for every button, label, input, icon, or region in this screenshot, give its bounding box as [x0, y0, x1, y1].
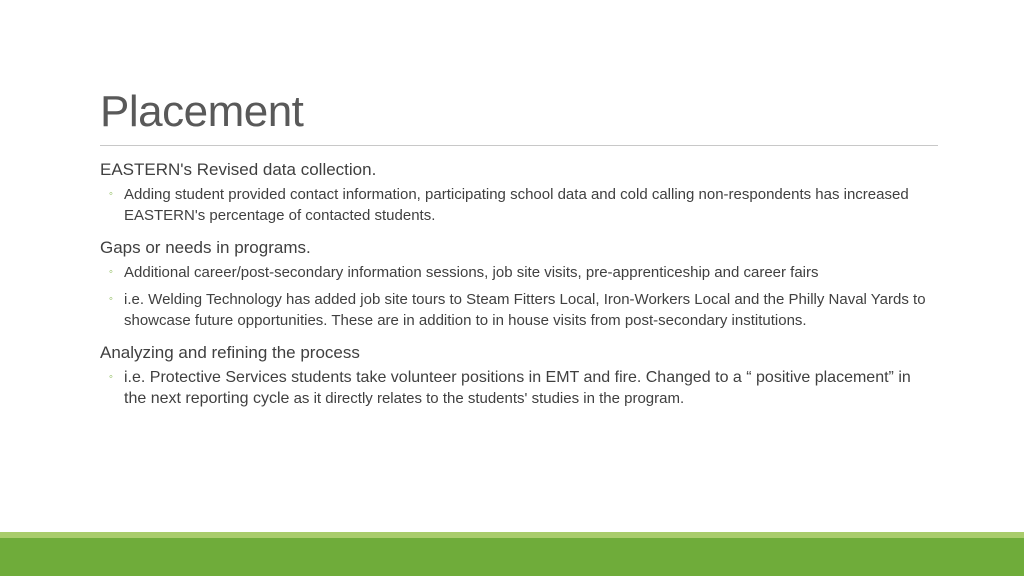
- bullet-item: [100, 262, 930, 283]
- bullet-text: i.e. Welding Technology has added job site tours to Steam Fitters Local, Iron-Workers Local and the Philly Naval Yards to showcase future opportunities. These are in addition to in house visits from post-secondary institutions.: [124, 291, 926, 329]
- bullet-icon: ◦: [109, 188, 113, 200]
- slide-title: Placement: [100, 87, 304, 136]
- bullet-text-continued: as it directly relates to the students' studies in the program.: [289, 390, 685, 407]
- bullet-icon: ◦: [109, 266, 113, 278]
- section-analyzing-refining: [100, 341, 930, 409]
- section-data-collection: [100, 158, 930, 226]
- slide-body: [100, 158, 930, 419]
- title-divider: [100, 145, 938, 146]
- section-heading: EASTERN's Revised data collection.: [100, 160, 377, 179]
- bullet-list: [100, 184, 930, 226]
- bullet-item: [100, 184, 930, 226]
- bullet-text: Adding student provided contact information, participating school data and cold calling non-respondents has increased EASTERN's percentage of contacted students.: [124, 186, 909, 224]
- bullet-item: [100, 367, 930, 409]
- section-heading: Analyzing and refining the process: [100, 343, 360, 362]
- bullet-icon: ◦: [109, 371, 113, 383]
- bullet-text: i.e. Protective Services students take volunteer positions in EMT and fire. Changed to a “ positive placement” in the next reporting cycle: [124, 369, 911, 407]
- bullet-text: Additional career/post-secondary information sessions, job site visits, pre-apprenticeship and career fairs: [124, 264, 819, 281]
- bullet-icon: ◦: [109, 293, 113, 305]
- bullet-list: [100, 262, 930, 331]
- bullet-list: [100, 367, 930, 409]
- section-gaps-needs: [100, 236, 930, 331]
- section-heading: Gaps or needs in programs.: [100, 238, 311, 257]
- footer-accent-band: [0, 538, 1024, 576]
- bullet-item: [100, 289, 930, 331]
